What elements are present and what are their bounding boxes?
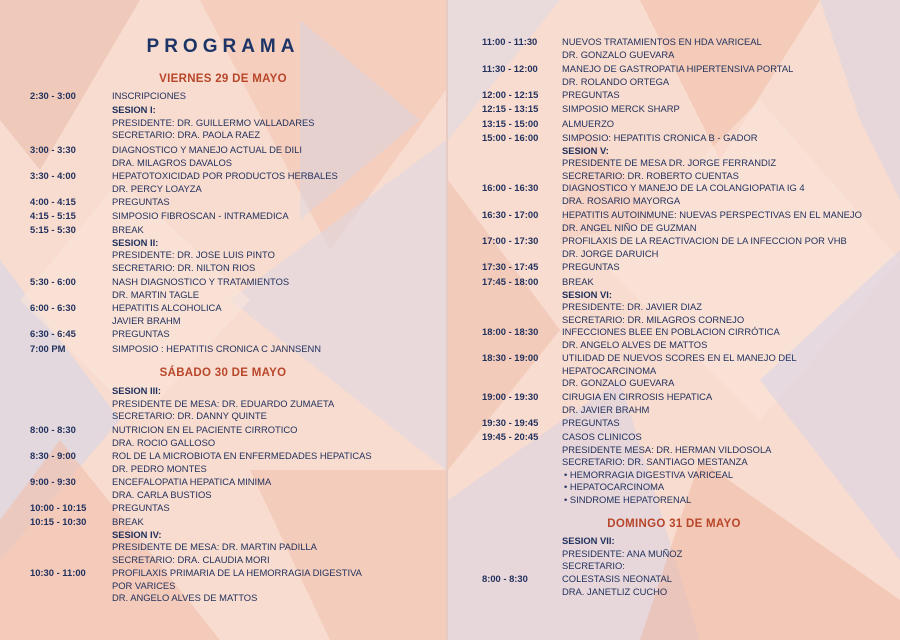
day-heading-friday: VIERNES 29 DE MAYO bbox=[159, 73, 287, 85]
row-text: NUEVOS TRATAMIENTOS EN HDA VARICEAL bbox=[562, 36, 762, 47]
row-text: JAVIER BRAHM bbox=[112, 314, 181, 326]
row-text: PREGUNTAS bbox=[112, 502, 170, 513]
page-fold bbox=[446, 0, 448, 640]
session-title: SESION III: bbox=[112, 385, 161, 396]
row-time: 2:30 - 3:00 bbox=[30, 90, 76, 101]
row-text: DRA. ROSARIO MAYORGA bbox=[562, 194, 681, 206]
row-text: BREAK bbox=[112, 516, 144, 527]
row-time: 8:00 - 8:30 bbox=[30, 424, 76, 435]
row-text: HEPATOTOXICIDAD POR PRODUCTOS HERBALES bbox=[112, 170, 338, 181]
row-text: DR. JORGE DARUICH bbox=[562, 247, 659, 259]
session-title: SESION VI: bbox=[562, 288, 613, 300]
row-time: 10:00 - 10:15 bbox=[30, 502, 87, 513]
row-text: PRESIDENTE MESA: DR. HERMAN VILDOSOLA bbox=[562, 443, 772, 455]
row-time: 12:15 - 13:15 bbox=[482, 103, 539, 114]
row-text: HEPATITIS AUTOINMUNE: NUEVAS PERSPECTIVAS EN EL MANEJO bbox=[562, 209, 862, 220]
row-text: CASOS CLINICOS bbox=[562, 431, 642, 442]
day-heading-sunday: DOMINGO 31 DE MAYO bbox=[607, 518, 741, 530]
row-text: DR. ROLANDO ORTEGA bbox=[562, 75, 670, 87]
row-time: 10:30 - 11:00 bbox=[30, 567, 86, 578]
row-time: 11:00 - 11:30 bbox=[482, 36, 538, 47]
row-time: 10:15 - 10:30 bbox=[30, 516, 87, 527]
row-text: DR. JAVIER BRAHM bbox=[562, 403, 650, 415]
row-time: 13:15 - 15:00 bbox=[482, 118, 539, 129]
row-text: PREGUNTAS bbox=[562, 261, 620, 272]
row-time: 15:00 - 16:00 bbox=[482, 132, 539, 143]
row-text: PRESIDENTE: DR. GUILLERMO VALLADARES bbox=[112, 116, 315, 128]
row-time: 5:30 - 6:00 bbox=[30, 276, 76, 287]
row-text: HEPATOCARCINOMA bbox=[562, 364, 657, 376]
row-text: DR. MARTIN TAGLE bbox=[112, 288, 199, 300]
row-text: PRESIDENTE: ANA MUÑOZ bbox=[562, 547, 683, 559]
row-text: PREGUNTAS bbox=[562, 89, 620, 100]
row-text: PROFILAXIS PRIMARIA DE LA HEMORRAGIA DIGESTIVA bbox=[112, 567, 362, 578]
row-text: SIMPOSIO : HEPATITIS CRONICA C JANNSENN bbox=[112, 343, 322, 354]
row-text: UTILIDAD DE NUEVOS SCORES EN EL MANEJO DEL bbox=[562, 352, 797, 363]
row-time: 17:00 - 17:30 bbox=[482, 235, 539, 246]
row-text: PREGUNTAS bbox=[562, 417, 620, 428]
row-time: 4:00 - 4:15 bbox=[30, 196, 76, 207]
row-text: POR VARICES bbox=[112, 579, 176, 591]
row-text: ROL DE LA MICROBIOTA EN ENFERMEDADES HEPATICAS bbox=[112, 450, 372, 461]
row-text: INFECCIONES BLEE EN POBLACION CIRRÓTICA bbox=[562, 326, 780, 337]
row-text: SIMPOSIO FIBROSCAN - INTRAMEDICA bbox=[112, 210, 289, 221]
row-text: PROFILAXIS DE LA REACTIVACION DE LA INFECCION POR VHB bbox=[562, 235, 847, 246]
row-text: ALMUERZO bbox=[562, 118, 615, 129]
row-text: SECRETARIO: DR. DANNY QUINTE bbox=[112, 410, 267, 422]
row-time: 19:30 - 19:45 bbox=[482, 417, 539, 428]
row-time: 6:00 - 6:30 bbox=[30, 302, 76, 313]
session-title: SESION I: bbox=[112, 104, 156, 115]
row-text: DR. PERCY LOAYZA bbox=[112, 182, 202, 194]
row-time: 19:45 - 20:45 bbox=[482, 431, 539, 442]
row-text: NASH DIAGNOSTICO Y TRATAMIENTOS bbox=[112, 276, 290, 287]
row-text: DRA. JANETLIZ CUCHO bbox=[562, 585, 668, 597]
row-text: DR. ANGELO ALVES DE MATTOS bbox=[112, 592, 258, 604]
row-time: 17:30 - 17:45 bbox=[482, 261, 539, 272]
row-text: PRESIDENTE: DR. JOSE LUIS PINTO bbox=[112, 249, 275, 261]
bullet-item: • HEPATOCARCINOMA bbox=[562, 481, 771, 494]
row-time: 18:30 - 19:00 bbox=[482, 352, 539, 363]
row-text: HEPATITIS ALCOHOLICA bbox=[112, 302, 222, 313]
day-heading-saturday: SÁBADO 30 DE MAYO bbox=[159, 367, 287, 379]
row-text: DR. PEDRO MONTES bbox=[112, 462, 207, 474]
row-time: 3:00 - 3:30 bbox=[30, 144, 76, 155]
session-title: SESION IV: bbox=[112, 528, 162, 540]
row-text: SECRETARIO: bbox=[562, 560, 625, 572]
row-text: DRA. ROCIO GALLOSO bbox=[112, 436, 216, 448]
row-text: INSCRIPCIONES bbox=[112, 90, 186, 101]
session-title: SESION VII: bbox=[562, 535, 615, 546]
row-time: 19:00 - 19:30 bbox=[482, 391, 539, 402]
row-text: DIAGNOSTICO Y MANEJO ACTUAL DE DILI bbox=[112, 144, 302, 155]
row-text: DR. GONZALO GUEVARA bbox=[562, 48, 675, 60]
row-text: DRA. CARLA BUSTIOS bbox=[112, 488, 212, 500]
row-time: 3:30 - 4:00 bbox=[30, 170, 76, 181]
row-text: DIAGNOSTICO Y MANEJO DE LA COLANGIOPATIA IG 4 bbox=[562, 182, 805, 193]
row-text: SECRETARIO: DR. NILTON RIOS bbox=[112, 261, 256, 273]
bullet-item: • HEMORRAGIA DIGESTIVA VARICEAL bbox=[562, 469, 771, 482]
row-text: SECRETARIO: DR. MILAGROS CORNEJO bbox=[562, 313, 745, 325]
row-text: PRESIDENTE DE MESA: DR. EDUARDO ZUMAETA bbox=[112, 397, 335, 409]
row-text: DR. ANGELO ALVES DE MATTOS bbox=[562, 338, 708, 350]
row-time: 12:00 - 12:15 bbox=[482, 89, 539, 100]
row-time: 6:30 - 6:45 bbox=[30, 328, 76, 339]
row-text: BREAK bbox=[112, 224, 144, 235]
row-text: CIRUGIA EN CIRROSIS HEPATICA bbox=[562, 391, 713, 402]
bullet-item: • SINDROME HEPATORENAL bbox=[562, 494, 771, 507]
row-text: NUTRICION EN EL PACIENTE CIRROTICO bbox=[112, 424, 298, 435]
row-time: 17:45 - 18:00 bbox=[482, 276, 539, 287]
row-text: SECRETARIO: DR. SANTIAGO MESTANZA bbox=[562, 456, 748, 468]
row-text: PREGUNTAS bbox=[112, 328, 170, 339]
row-time: 8:30 - 9:00 bbox=[30, 450, 76, 461]
row-text: ENCEFALOPATIA HEPATICA MINIMA bbox=[112, 476, 272, 487]
row-time: 11:30 - 12:00 bbox=[482, 63, 538, 74]
row-time: 16:00 - 16:30 bbox=[482, 182, 539, 193]
program-title: PROGRAMA bbox=[146, 36, 300, 57]
row-text: SIMPOSIO: HEPATITIS CRONICA B - GADOR bbox=[562, 132, 758, 143]
row-text: SECRETARIO: DRA. PAOLA RAEZ bbox=[112, 129, 261, 141]
row-time: 5:15 - 5:30 bbox=[30, 224, 76, 235]
row-text: COLESTASIS NEONATAL bbox=[562, 573, 672, 584]
session-title: SESION II: bbox=[112, 236, 159, 248]
row-text: MANEJO DE GASTROPATIA HIPERTENSIVA PORTAL bbox=[562, 63, 794, 74]
row-text: DRA. MILAGROS DAVALOS bbox=[112, 156, 232, 168]
row-text: PRESIDENTE DE MESA DR. JORGE FERRANDIZ bbox=[562, 157, 777, 169]
row-text: DR. GONZALO GUEVARA bbox=[562, 377, 675, 389]
row-text: SIMPOSIO MERCK SHARP bbox=[562, 103, 680, 114]
row-text: SECRETARIO: DR. ROBERTO CUENTAS bbox=[562, 169, 739, 181]
row-time: 7:00 PM bbox=[30, 343, 66, 354]
row-text: PRESIDENTE DE MESA: DR. MARTIN PADILLA bbox=[112, 541, 317, 553]
row-text: BREAK bbox=[562, 276, 594, 287]
row-time: 4:15 - 5:15 bbox=[30, 210, 76, 221]
row-time: 16:30 - 17:00 bbox=[482, 209, 539, 220]
row-time: 8:00 - 8:30 bbox=[482, 573, 528, 584]
row-time: 9:00 - 9:30 bbox=[30, 476, 76, 487]
row-text: PREGUNTAS bbox=[112, 196, 170, 207]
row-text: PRESIDENTE: DR. JAVIER DIAZ bbox=[562, 301, 702, 313]
session-title: SESION V: bbox=[562, 144, 609, 156]
row-time: 18:00 - 18:30 bbox=[482, 326, 539, 337]
row-text: SECRETARIO: DRA. CLAUDIA MORI bbox=[112, 553, 270, 565]
row-text: DR. ANGEL NIÑO DE GUZMAN bbox=[562, 221, 697, 233]
